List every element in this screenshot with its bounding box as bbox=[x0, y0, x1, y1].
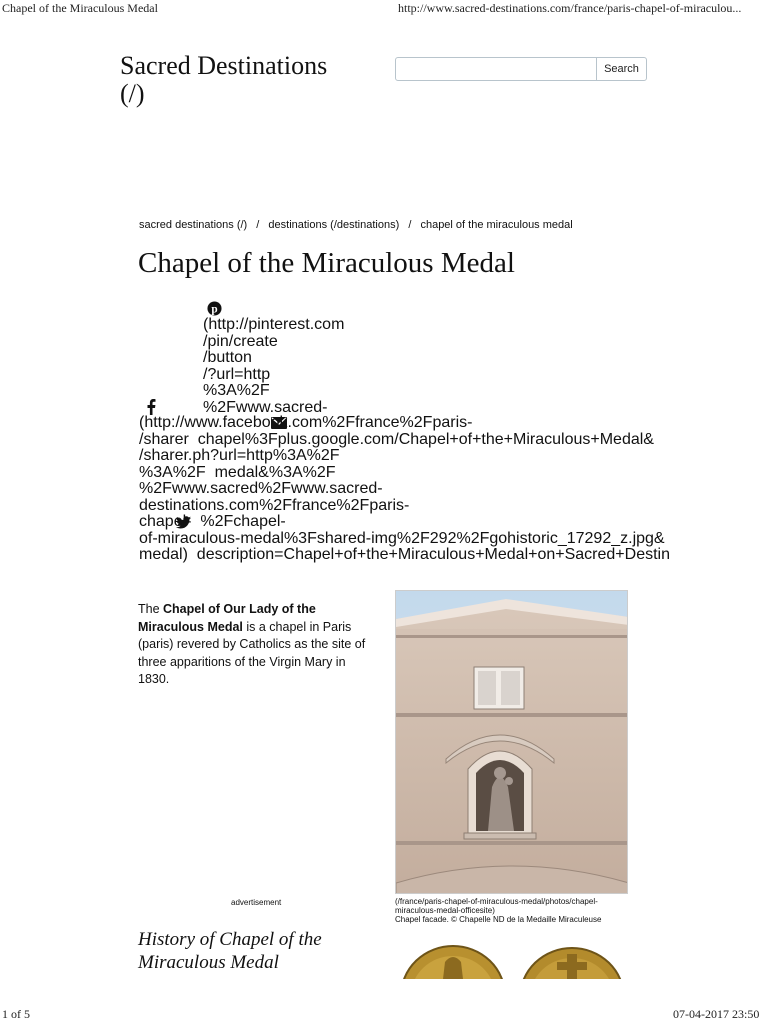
search-input[interactable] bbox=[395, 57, 597, 81]
miraculous-medal-photo[interactable] bbox=[395, 934, 628, 979]
photo-caption-link[interactable]: (/france/paris-chapel-of-miraculous-medal/photos/chapel-miraculous-medal-officesite) bbox=[395, 897, 598, 915]
breadcrumb-current: chapel of the miraculous medal bbox=[420, 219, 573, 231]
chapel-facade-photo[interactable] bbox=[395, 590, 628, 894]
page-title: Chapel of the Miraculous Medal bbox=[138, 247, 515, 279]
svg-text:p: p bbox=[211, 303, 218, 316]
site-title-link[interactable] bbox=[120, 52, 380, 108]
share-links-overlap[interactable]: (http://www.facebook.com%2Ffrance%2Fparis- /sharer chapel%3Fplus.google.com/Chapel+of+the+Miraculous+Medal& /sharer.ph?url=http%3A%2F %3A%2F medal&%3A%2F %2Fwww.sacred%2Fwww.sacred- destinations.com%2Ffrance%2Fparis- chapel- %2Fchapel- of-miraculous-medal%3Fshared-img%2F292%2Fgohistoric_17292_z.jpg& medal) description=Chapel+of+the+Miraculous+Medal+on+Sacred+Destin bbox=[139, 414, 670, 563]
print-page-count: 1 of 5 bbox=[2, 1007, 30, 1021]
history-heading: History of Chapel of the Miraculous Medal bbox=[138, 929, 322, 973]
site-title: Sacred Destinations bbox=[120, 51, 328, 80]
print-datetime: 07-04-2017 23:50 bbox=[673, 1007, 760, 1021]
advertisement-label: advertisement bbox=[231, 898, 282, 907]
photo-caption bbox=[395, 897, 635, 924]
photo-caption-text: Chapel facade. © Chapelle ND de la Medaille Miraculeuse bbox=[395, 915, 602, 924]
breadcrumb-separator: / bbox=[256, 219, 260, 231]
breadcrumb-destinations[interactable]: destinations (/destinations) bbox=[268, 219, 400, 231]
site-title-href: (/) bbox=[120, 79, 145, 108]
breadcrumb-home[interactable]: sacred destinations (/) bbox=[139, 219, 248, 231]
print-page-title: Chapel of the Miraculous Medal bbox=[2, 1, 158, 15]
print-url: http://www.sacred-destinations.com/france/paris-chapel-of-miraculou... bbox=[398, 1, 742, 15]
breadcrumb-separator: / bbox=[408, 219, 412, 231]
pinterest-share-link[interactable]: (http://pinterest.com /pin/create /button /?url=http %3A%2F %2Fwww.sacred- bbox=[203, 316, 345, 416]
intro-paragraph: The Chapel of Our Lady of the Miraculous Medal is a chapel in Paris (paris) revered by Catholics as the site of three apparitions of the Virgin Mary in 1830. bbox=[138, 602, 366, 686]
search-button[interactable]: Search bbox=[596, 57, 647, 81]
chapel-name: Chapel of Our Lady of the Miraculous Medal bbox=[138, 602, 316, 634]
breadcrumb bbox=[139, 219, 573, 231]
